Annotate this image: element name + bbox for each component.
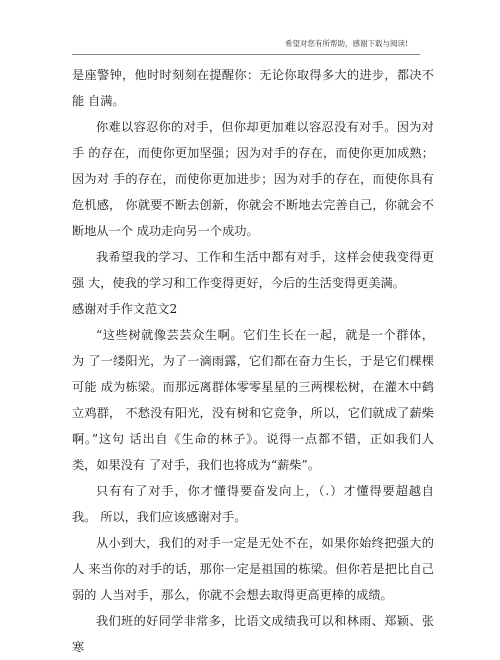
paragraph-1: 是座警钟，他时时刻刻在提醒你：无论你取得多大的进步，都决不能 自满。 [72, 68, 434, 108]
header-divider [72, 54, 420, 55]
document-body [72, 62, 438, 660]
section-heading: 感谢对手作文范文2 [72, 302, 178, 316]
paragraph-5: 只有有了对手，你才懂得要奋发向上，（.）才懂得要超越自我。 所以，我们应该感谢对手。 [72, 484, 434, 524]
paragraph-7: 我们班的好同学非常多，比语文成绩我可以和林雨、郑颖、张寒 [72, 614, 434, 654]
paragraph-3: 我希望我的学习、工作和生活中都有对手，这样会使我变得更强 大，使我的学习和工作变得更好，今后的生活变得更美满。 [72, 250, 434, 290]
paragraph-4: “这些树就像芸芸众生啊。它们生长在一起，就是一个群体， 为 了一缕阳光，为了一滴雨露，它们都在奋力生长，于是它们棵棵可能 成为栋梁。而那远离群体零零星星的三两棵松树，在灌木中鹤立鸡群， 不愁没有阳光，没有树和它竞争，所以，它们就成了薪柴啊。”这句 话出自《生命的林子》。说得一点都不错，正如我们人类，如果没有 了对手，我们也将成为“薪柴”。 [72, 328, 438, 472]
header-note: 希望对您有所帮助，感谢下载与阅读! [284, 39, 408, 48]
paragraph-6: 从小到大，我们的对手一定是无处不在，如果你始终把强大的人 来当你的对手的话，那你一定是祖国的栋梁。但你若是把比自己弱的 人当对手，那么，你就不会想去取得更高更棒的成绩。 [72, 536, 434, 602]
paragraph-2: 你难以容忍你的对手，但你却更加难以容忍没有对手。因为对手 的存在，而使你更加坚强；因为对手的存在，而使你更加成熟；因为对 手的存在，而使你更加进步；因为对手的存在，而使你具有危机感， 你就要不断去创新，你就会不断地去完善自己，你就会不断地从一个 成功走向另一个成功。 [72, 120, 434, 238]
